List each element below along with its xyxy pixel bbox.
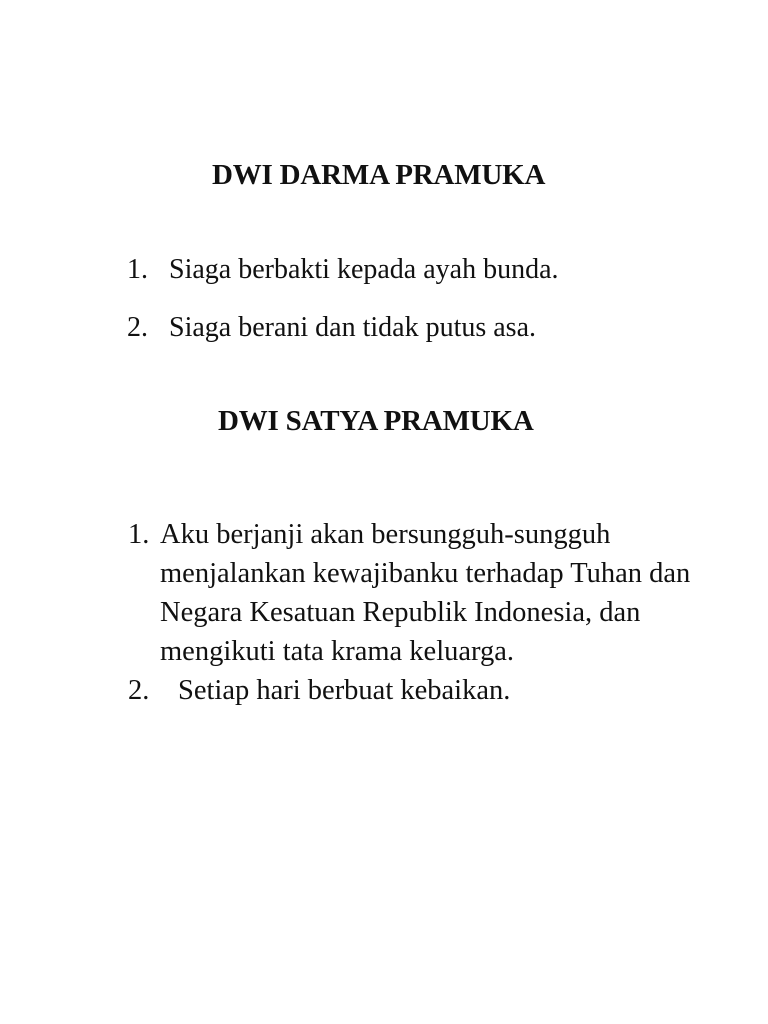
item-number: 2. — [128, 675, 150, 706]
dwi-satya-item-2 — [128, 671, 728, 710]
dwi-darma-item-2 — [127, 310, 536, 346]
item-number: 1. — [127, 254, 148, 285]
dwi-satya-title: DWI SATYA PRAMUKA — [218, 405, 534, 437]
item-number: 2. — [127, 312, 148, 343]
item-text: Aku berjanji akan bersungguh-sungguh menjalankan kewajibanku terhadap Tuhan dan Negara Kesatuan Republik Indonesia, dan mengikuti tata krama keluarga. — [160, 519, 691, 667]
item-text: Siaga berbakti kepada ayah bunda. — [169, 254, 559, 285]
item-number: 1. — [128, 519, 150, 550]
dwi-darma-item-1 — [127, 252, 559, 288]
dwi-satya-item-1 — [128, 515, 728, 671]
dwi-darma-title: DWI DARMA PRAMUKA — [212, 159, 546, 191]
dwi-satya-list — [128, 515, 728, 710]
item-text: Setiap hari berbuat kebaikan. — [178, 675, 511, 706]
item-text: Siaga berani dan tidak putus asa. — [169, 312, 537, 343]
